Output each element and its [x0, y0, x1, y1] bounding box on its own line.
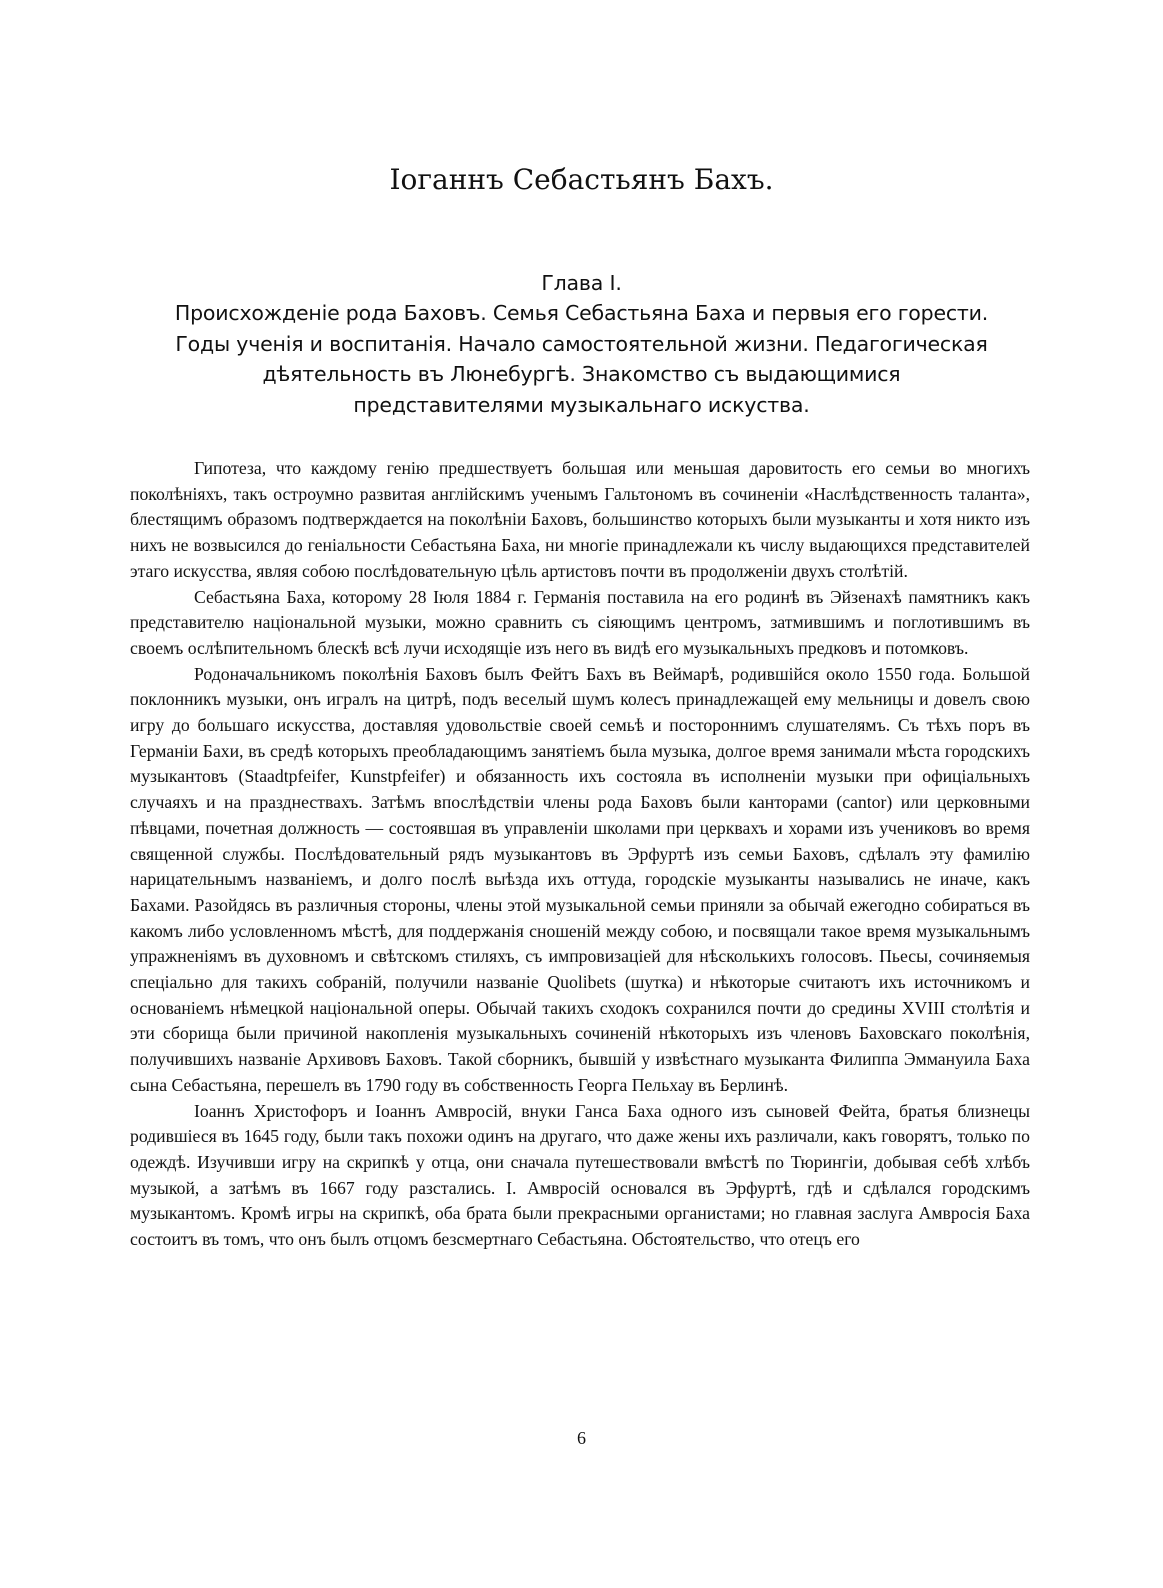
paragraph: Гипотеза, что каждому генію предшествуетъ большая или меньшая даровитость его семьи во многихъ поколѣніяхъ, такъ остроумно развитая англійскимъ ученымъ Гальтономъ въ сочиненіи «Наслѣдственность таланта», блестящимъ образомъ подтверждается на поколѣніи Баховъ, большинство которыхъ были музыканты и хотя никто изъ нихъ не возвысился до геніальности Себастьяна Баха, ни многіе принадлежали къ числу выдающихся представителей этаго искусства, являя собою послѣдовательную цѣль артистовъ почти въ продолженіи двухъ столѣтій.	[130, 458, 1030, 581]
book-title: Іоганнъ Себастьянъ Бахъ.	[389, 163, 774, 196]
chapter-subtitle-line: дѣятельность въ Люнебургѣ. Знакомство съ выдающимися	[262, 362, 901, 387]
chapter-heading	[120, 268, 1043, 420]
chapter-subtitle-line: Происхожденіе рода Баховъ. Семья Себастьяна Баха и первыя его горести.	[174, 301, 989, 326]
chapter-subtitle-line: представителями музыкальнаго искуства.	[353, 392, 810, 417]
paragraph: Родоначальникомъ поколѣнія Баховъ былъ Фейтъ Бахъ въ Веймарѣ, родившійся около 1550 года. Большой поклонникъ музыки, онъ игралъ на цитрѣ, подъ веселый шумъ колесъ принадлежащей ему мельницы и довелъ свою игру до большаго искусства, доставляя удовольствіе своей семьѣ и постороннимъ слушателямъ. Съ тѣхъ поръ въ Германіи Бахи, въ средѣ которыхъ преобладающимъ занятіемъ была музыка, долгое время занимали мѣста городскихъ музыкантовъ (Staadtpfeifer, Kunstpfeifer) и обязанность ихъ состояла въ исполненіи музыки при офиціальныхъ случаяхъ и на празднествахъ. Затѣмъ впослѣдствіи члены рода Баховъ были канторами (cantor) или церковными пѣвцами, почетная должность — состоявшая въ управленіи школами при церквахъ и хорами изъ учениковъ во время священной службы. Послѣдовательный рядъ музыкантовъ въ Эрфуртѣ изъ семьи Баховъ, сдѣлалъ эту фамилію нарицательнымъ названіемъ, и долго послѣ выѣзда ихъ оттуда, городскіе музыканты назывались не иначе, какъ Бахами. Разойдясь въ различныя стороны, члены этой музыкальной семьи приняли за обычай ежегодно собираться въ какомъ либо условленномъ мѣстѣ, для поддержанія сношеній между собою, и посвящали такое время музыкальнымъ упражненіямъ въ духовномъ и свѣтскомъ стиляхъ, съ импровизаціей для нѣсколькихъ голосовъ. Пьесы, сочиняемыя спеціально для такихъ собраній, получили названіе Quolibets (шутка) и нѣкоторые считаютъ ихъ источникомъ и основаніемъ нѣмецкой національной оперы. Обычай такихъ сходокъ сохранился почти до средины XVIII столѣтія и эти сборища были причиной накопленія музыкальныхъ сочиненій нѣкоторыхъ изъ членовъ Баховскаго поколѣнія, получившихъ названіе Архивовъ Баховъ. Такой сборникъ, бывшій у извѣстнаго музыканта Филиппа Эммануила Баха сына Себастьяна, перешелъ въ 1790 году въ собственность Георга Пельхау въ Берлинѣ.	[130, 663, 1030, 1095]
page-number: 6	[577, 1428, 586, 1448]
body-text	[130, 456, 1030, 1253]
chapter-label: Глава I.	[541, 271, 622, 295]
paragraph: Себастьяна Баха, которому 28 Іюля 1884 г. Германія поставила на его родинѣ въ Эйзенахѣ памятникъ какъ представителю національной музыки, можно сравнить съ сіяющимъ центромъ, затмившимъ и поглотившимъ въ своемъ ослѣпительномъ блескѣ всѣ лучи исходящіе изъ него въ видѣ его музыкальныхъ предковъ и потомковъ.	[130, 586, 1030, 658]
paragraph: Іоаннъ Христофоръ и Іоаннъ Амвросій, внуки Ганса Баха одного изъ сыновей Фейта, братья близнецы родившіеся въ 1645 году, были такъ похожи одинъ на другаго, что даже жены ихъ различали, какъ говорятъ, только по одеждѣ. Изучивши игру на скрипкѣ у отца, они сначала путешествовали вмѣстѣ по Тюрингіи, добывая себѣ хлѣбъ музыкой, а затѣмъ въ 1667 году разстались. І. Амвросій основался въ Эрфуртѣ, гдѣ и сдѣлался городскимъ музыкантомъ. Кромѣ игры на скрипкѣ, оба брата были прекрасными органистами; но главная заслуга Амвросія Баха состоитъ въ томъ, что онъ былъ отцомъ безсмертнаго Себастьяна. Обстоятельство, что отецъ его	[130, 1100, 1030, 1250]
chapter-subtitle-line: Годы ученія и воспитанія. Начало самостоятельной жизни. Педагогическая	[175, 331, 988, 356]
